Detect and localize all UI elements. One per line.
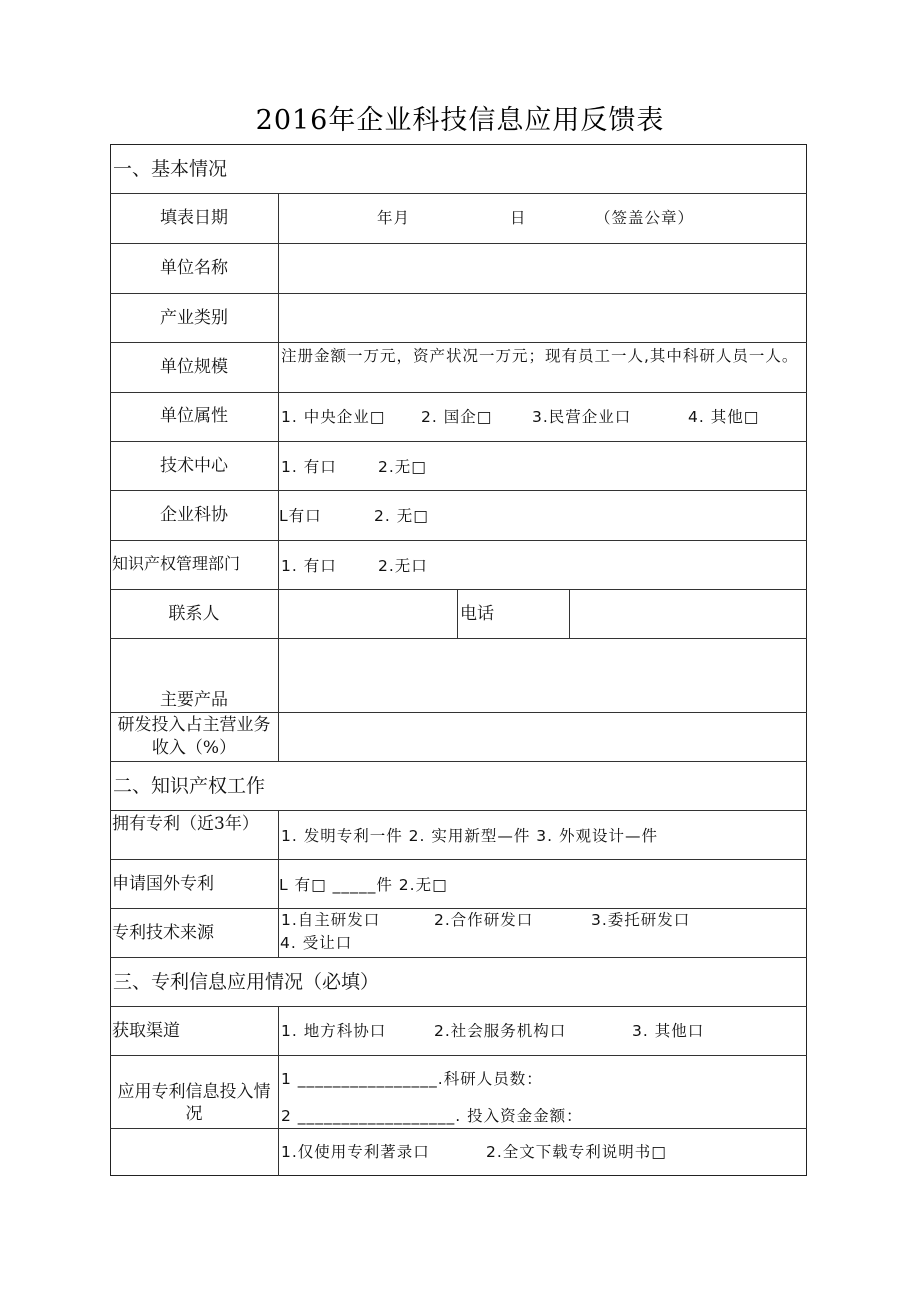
row-divider (110, 193, 807, 194)
column-divider (278, 1006, 279, 1176)
industry-label: 产业类别 (160, 308, 228, 328)
row-divider (110, 1006, 807, 1007)
rd-ratio-label: 研发投入占主营业务收入（%） (117, 715, 271, 758)
contact-label: 联系人 (168, 604, 220, 624)
section-heading-patent-info-usage: 三、专利信息应用情况（必填） (113, 971, 380, 993)
ip-dept-label: 知识产权管理部门 (112, 554, 241, 573)
attribute-option-state[interactable]: 2. 国企□ (421, 408, 493, 426)
source-option-commissioned[interactable]: 3.委托研发口 (591, 911, 691, 929)
ip-dept-option-yes[interactable]: 1. 有口 (281, 557, 337, 575)
page-title: 2016年企业科技信息应用反馈表 (255, 105, 665, 136)
channel-label: 获取渠道 (112, 1021, 180, 1041)
row-divider (110, 1128, 807, 1129)
section-heading-basic-info: 一、基本情况 (113, 158, 228, 180)
channel-option-other[interactable]: 3. 其他口 (632, 1022, 705, 1040)
tech-center-option-no[interactable]: 2.无□ (378, 458, 427, 476)
row-divider (110, 540, 807, 541)
products-label: 主要产品 (160, 690, 228, 710)
products-field[interactable] (279, 639, 806, 711)
section-heading-ip-work: 二、知识产权工作 (113, 775, 266, 797)
attribute-option-central[interactable]: 1. 中央企业□ (281, 408, 386, 426)
foreign-patent-text[interactable]: L 有□ _____件 2.无□ (279, 876, 448, 894)
unit-name-field[interactable] (279, 244, 806, 292)
fill-date-stamp-note: （签盖公章） (595, 209, 695, 227)
patent-source-label: 专利技术来源 (112, 923, 214, 943)
row-divider (110, 490, 807, 491)
row-divider (110, 392, 807, 393)
row-divider (110, 859, 807, 860)
phone-field[interactable] (570, 590, 806, 637)
usage-option-fulltext[interactable]: 2.全文下载专利说明书□ (486, 1143, 667, 1161)
foreign-patent-label: 申请国外专利 (112, 874, 214, 894)
sci-assoc-option-yes[interactable]: L有口 (279, 507, 322, 525)
tech-center-label: 技术中心 (160, 456, 228, 476)
source-option-self[interactable]: 1.自主研发口 (281, 911, 381, 929)
patents-owned-label: 拥有专利（近3年） (112, 814, 259, 834)
attribute-option-other[interactable]: 4. 其他□ (688, 408, 760, 426)
sci-assoc-option-no[interactable]: 2. 无□ (374, 507, 429, 525)
attribute-option-private[interactable]: 3.民营企业口 (532, 408, 632, 426)
row-divider (110, 441, 807, 442)
patents-owned-text[interactable]: 1. 发明专利一件 2. 实用新型—件 3. 外观设计—件 (281, 827, 659, 845)
investment-funds-line[interactable]: 2 __________________. 投入资金金额： (281, 1107, 583, 1125)
investment-label: 应用专利信息投入情况 (117, 1082, 271, 1124)
fill-date-day[interactable]: 日 (510, 209, 527, 227)
usage-option-bibliographic[interactable]: 1.仅使用专利著录口 (281, 1143, 430, 1161)
phone-label: 电话 (460, 604, 494, 624)
channel-option-local[interactable]: 1. 地方科协口 (281, 1022, 387, 1040)
sci-assoc-label: 企业科协 (160, 505, 228, 525)
row-divider (110, 1055, 807, 1056)
row-divider (110, 908, 807, 909)
ip-dept-option-no[interactable]: 2.无口 (378, 557, 428, 575)
industry-field[interactable] (279, 294, 806, 341)
scale-text[interactable]: 注册金额一万元，资产状况一万元；现有员工一人,其中科研人员一人。 (281, 347, 799, 365)
channel-option-social[interactable]: 2.社会服务机构口 (434, 1022, 567, 1040)
unit-name-label: 单位名称 (160, 258, 228, 278)
contact-field[interactable] (279, 590, 456, 637)
source-option-cooperative[interactable]: 2.合作研发口 (434, 911, 534, 929)
investment-staff-line[interactable]: 1 ________________.科研人员数： (281, 1070, 543, 1088)
row-divider (110, 957, 807, 958)
source-option-transfer[interactable]: 4. 受让口 (280, 934, 353, 952)
column-divider (457, 589, 458, 638)
row-divider (110, 810, 807, 811)
attribute-label: 单位属性 (160, 406, 228, 426)
row-divider (110, 761, 807, 762)
row-divider (110, 342, 807, 343)
fill-date-year-month[interactable]: 年月 (377, 209, 411, 227)
rd-ratio-field[interactable] (279, 713, 806, 760)
scale-label: 单位规模 (160, 357, 228, 377)
tech-center-option-yes[interactable]: 1. 有口 (281, 458, 337, 476)
fill-date-label: 填表日期 (160, 208, 228, 228)
